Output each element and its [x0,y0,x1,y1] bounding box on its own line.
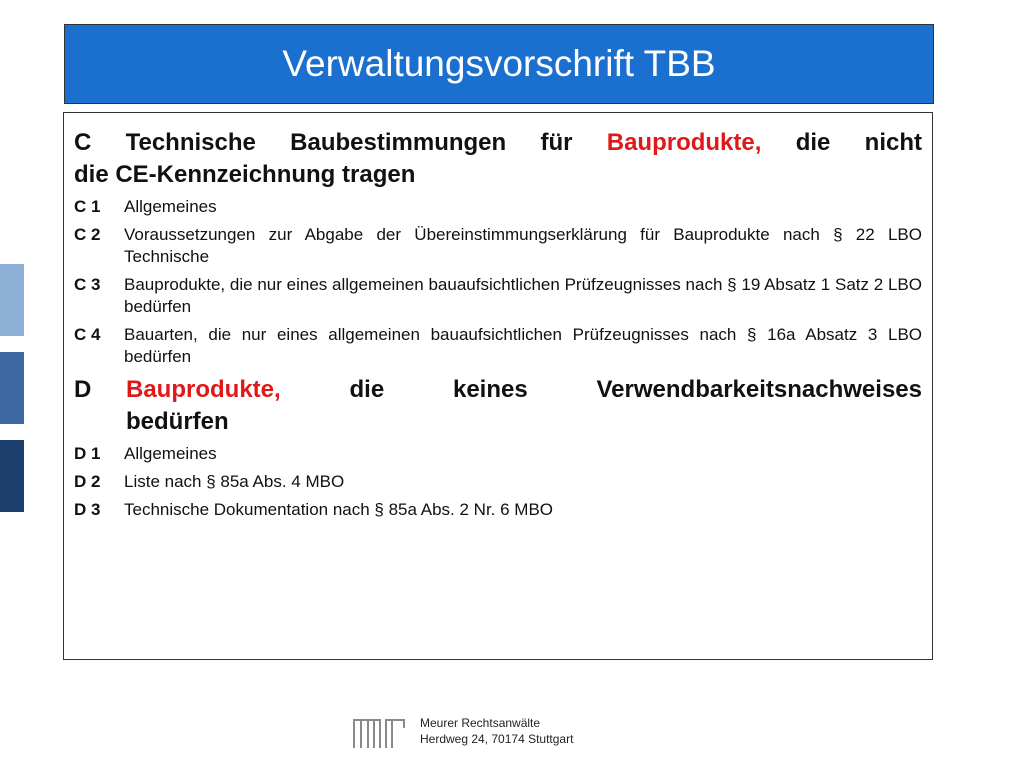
section-c-heading-highlight: Bauprodukte, [606,129,762,156]
section-d-heading [74,374,922,438]
section-d-word-nachweis: Verwendbarkeitsnachweises [596,376,922,403]
item-code: D 2 [74,472,101,491]
side-bar-light [0,264,24,336]
list-item [74,196,922,218]
footer-company: Meurer Rechtsanwälte [420,716,541,730]
section-c-heading [74,127,922,159]
item-code: D 3 [74,500,101,519]
section-d-heading-highlight: Bauprodukte, [126,376,281,403]
section-d-letter: D [74,376,92,403]
item-text: Bauarten, die nur eines allgemeinen bauaufsichtlichen Prüfzeugnisses nach § 16a Absatz 3 LBO bedürfen [124,325,922,366]
item-code: C 4 [74,325,101,344]
slide-title: Verwaltungsvorschrift TBB [282,43,716,84]
section-d-heading-line2: bedürfen [126,408,229,435]
item-text: Bauprodukte, die nur eines allgemeinen bauaufsichtlichen Prüfzeugnisses nach § 19 Absatz 1 Satz 2 LBO bedürfen [124,275,922,316]
item-text: Technische Dokumentation nach § 85a Abs. 2 Nr. 6 MBO [124,500,554,519]
company-logo [352,712,408,750]
item-code: C 3 [74,275,101,294]
list-item [74,324,922,368]
item-text: Liste nach § 85a Abs. 4 MBO [124,472,345,491]
item-code: D 1 [74,444,101,463]
section-c-heading-text-end: die nicht [761,129,922,156]
item-text: Allgemeines [124,197,217,216]
list-item [74,471,922,493]
section-c-heading-line2: die CE-Kennzeichnung tragen [74,161,416,188]
footer [352,712,573,750]
title-bar [64,24,934,104]
side-bar-dark [0,440,24,512]
item-code: C 2 [74,225,101,244]
item-text: Voraussetzungen zur Abgabe der Übereinstimmungserklärung für Bauprodukte nach § 22 LBO Technische [124,225,922,266]
section-d-word-die: die [349,376,385,403]
list-item [74,274,922,318]
section-d-list [74,443,922,521]
footer-address: Herdweg 24, 70174 Stuttgart [420,732,574,746]
item-code: C 1 [74,197,101,216]
list-item [74,443,922,465]
list-item [74,224,922,268]
section-c-list [74,196,922,368]
item-text: Allgemeines [124,444,217,463]
section-d-word-keines: keines [452,376,528,403]
section-c-heading-text: C Technische Baubestimmungen für [74,129,607,156]
side-bar-medium [0,352,24,424]
list-item [74,499,922,521]
content-box [63,112,933,660]
